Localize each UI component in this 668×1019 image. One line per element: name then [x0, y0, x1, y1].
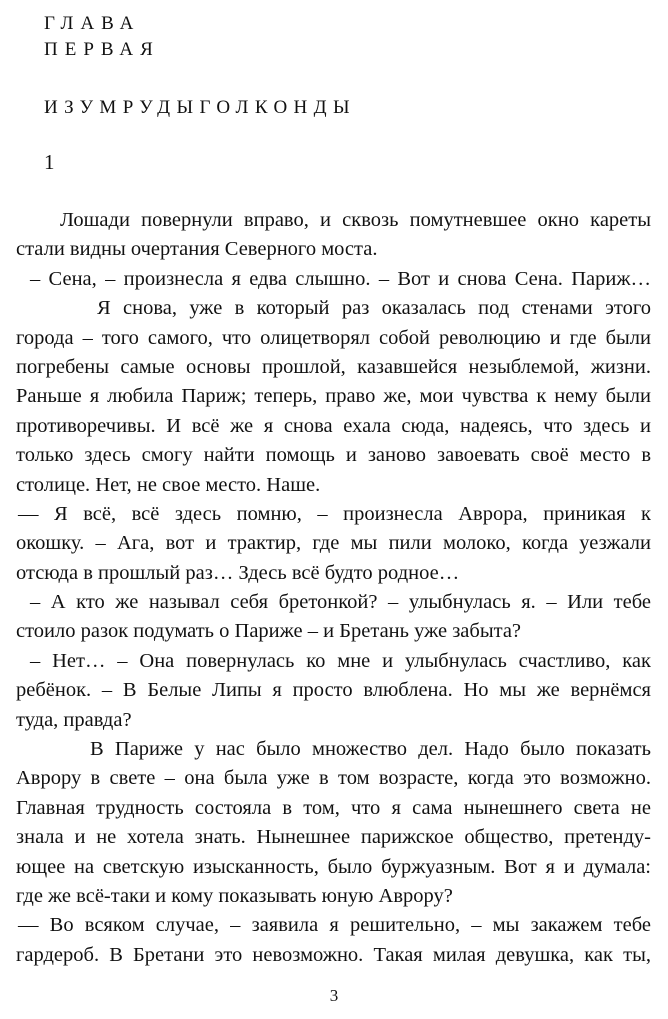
chapter-number: ПЕРВАЯ — [44, 39, 160, 60]
chapter-label: ГЛАВА — [44, 13, 141, 34]
text-line: окошку. – Ага, вот и трактир, где мы пили молоко, когда уезжали — [16, 532, 651, 555]
text-line: – А кто же называл себя бретонкой? – улыбнулась я. – Или тебе — [30, 591, 651, 614]
text-line: гардероб. В Бретани это невозможно. Такая милая девушка, как ты, — [16, 943, 651, 966]
text-line: Лошади повернули вправо, и сквозь помутневшее окно кареты — [60, 209, 651, 231]
text-line: туда, правда? — [16, 708, 132, 731]
text-line: Аврору в свете – она была уже в том возрасте, когда это возможно. — [16, 767, 651, 790]
text-line: – Сена, – произнесла я едва слышно. – Вот и снова Сена. Париж… — [30, 267, 651, 290]
text-line: В Париже у нас было множество дел. Надо было показать — [90, 738, 651, 761]
text-line: – Нет… – Она повернулась ко мне и улыбнулась счастливо, как — [30, 649, 651, 672]
text-line: города – того самого, что олицетворял собой революцию и где были — [16, 326, 651, 349]
text-line: столице. Нет, не свое место. Наше. — [16, 473, 321, 496]
text-line: только здесь смогу найти помощь и заново завоевать своё место в — [16, 444, 651, 467]
text-line: противоречивы. И всё же я снова ехала сюда, надеясь, что здесь и — [16, 414, 651, 437]
text-line: — Я всё, всё здесь помню, – произнесла Аврора, приникая к — [18, 502, 651, 525]
text-line: ребёнок. – В Белые Липы я просто влюблена. Но мы же вернёмся — [16, 679, 651, 702]
text-line: Главная трудность состояла в том, что я сама нынешнего света не — [16, 796, 651, 819]
text-line: ющее на светскую изысканность, было буржуазным. Вот я и думала: — [16, 855, 651, 878]
text-line: погребены самые основы прошлой, казавшейся незыблемой, жизни. — [16, 355, 651, 378]
chapter-title: ИЗУМРУДЫГОЛКОНДЫ — [44, 97, 357, 118]
section-number: 1 — [44, 150, 55, 174]
text-line: Раньше я любила Париж; теперь, право же, мои чувства к нему были — [16, 385, 651, 408]
text-line: Я снова, уже в который раз оказалась под стенами этого — [97, 297, 651, 320]
text-line: где же всё-таки и кому показывать юную Аврору? — [16, 884, 453, 907]
body-text — [16, 206, 651, 970]
page-number: 3 — [329, 986, 339, 1005]
text-line: — Во всяком случае, – заявила я решительно, – мы закажем тебе — [18, 914, 651, 937]
text-line: стали видны очертания Северного моста. — [16, 238, 378, 261]
text-line: стоило разок подумать о Париже – и Бретань уже забыта? — [16, 620, 522, 643]
text-line: отсюда в прошлый раз… Здесь всё будто родное… — [16, 561, 460, 584]
text-line: знала и не хотела знать. Нынешнее парижское общество, претенду- — [16, 826, 651, 849]
